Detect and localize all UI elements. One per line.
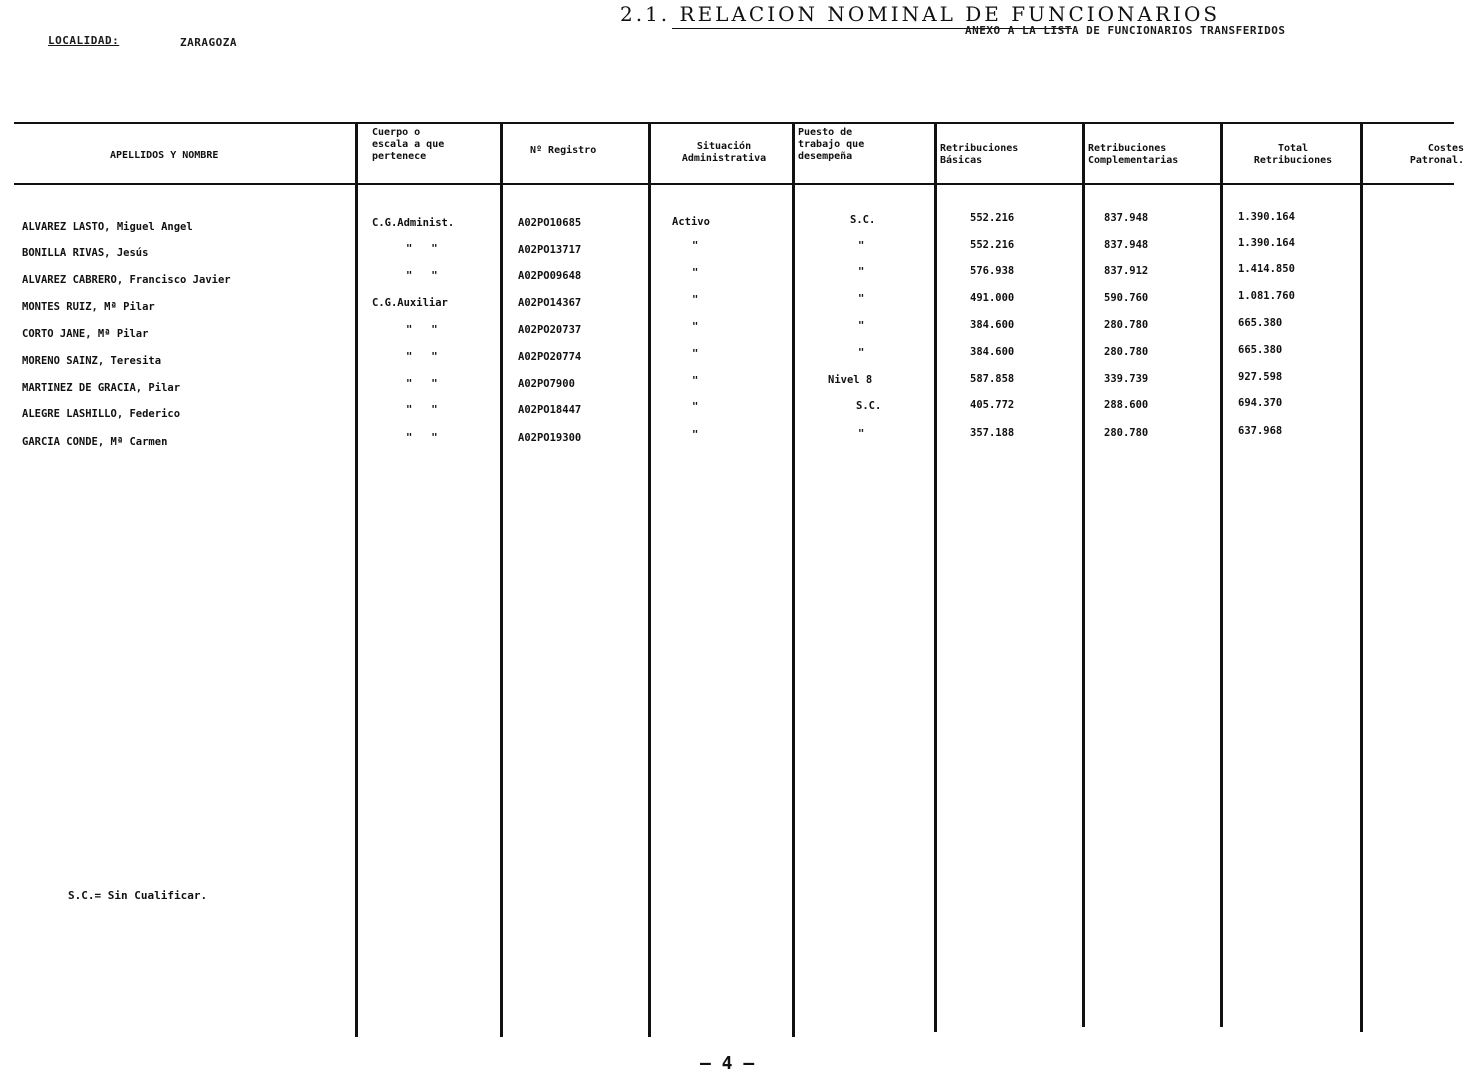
locality-label: LOCALIDAD: bbox=[48, 34, 120, 47]
cell-complementarias: 837.948 bbox=[1104, 239, 1149, 251]
cell-complementarias: 280.780 bbox=[1104, 346, 1149, 358]
column-divider bbox=[1360, 122, 1363, 1032]
document-subtitle: ANEXO A LA LISTA DE FUNCIONARIOS TRANSFERIDOS bbox=[965, 24, 1286, 37]
cell-basicas: 491.000 bbox=[970, 292, 1015, 304]
cell-total: 665.380 bbox=[1238, 317, 1283, 329]
cell-registro: A02PO20737 bbox=[518, 324, 582, 336]
cell-registro: A02PO10685 bbox=[518, 217, 582, 229]
column-divider bbox=[648, 122, 651, 1037]
cell-registro: A02PO20774 bbox=[518, 351, 582, 363]
column-header-basicas: Retribuciones Básicas bbox=[940, 143, 1019, 166]
cell-situacion: " bbox=[692, 401, 699, 413]
cell-registro: A02PO18447 bbox=[518, 404, 582, 416]
cell-registro: A02PO19300 bbox=[518, 432, 582, 444]
footnote: S.C.= Sin Cualificar. bbox=[68, 889, 208, 902]
cell-cuerpo: " " bbox=[406, 351, 438, 363]
cell-puesto: " bbox=[858, 347, 865, 359]
cell-cuerpo: C.G.Administ. bbox=[372, 217, 455, 229]
cell-puesto: " bbox=[858, 428, 865, 440]
column-header-cuerpo: Cuerpo o escala a que pertenece bbox=[372, 127, 445, 162]
cell-situacion: " bbox=[692, 375, 699, 387]
cell-name: CORTO JANE, Mª Pilar bbox=[22, 328, 149, 340]
cell-total: 1.081.760 bbox=[1238, 290, 1295, 302]
table-header-rule bbox=[14, 183, 1454, 185]
cell-situacion: " bbox=[692, 240, 699, 252]
column-header-situacion: Situación Administrativa bbox=[681, 141, 767, 164]
cell-name: MARTINEZ DE GRACIA, Pilar bbox=[22, 382, 181, 394]
cell-basicas: 384.600 bbox=[970, 319, 1015, 331]
cell-cuerpo: C.G.Auxiliar bbox=[372, 297, 448, 309]
cell-puesto: Nivel 8 bbox=[828, 374, 873, 386]
column-divider bbox=[355, 122, 358, 1037]
cell-puesto: " bbox=[858, 320, 865, 332]
cell-name: BONILLA RIVAS, Jesús bbox=[22, 247, 149, 259]
cell-situacion: " bbox=[692, 348, 699, 360]
cell-name: MORENO SAINZ, Teresita bbox=[22, 355, 162, 367]
cell-complementarias: 590.760 bbox=[1104, 292, 1149, 304]
cell-name: MONTES RUIZ, Mª Pilar bbox=[22, 301, 155, 313]
cell-puesto: S.C. bbox=[850, 214, 876, 226]
column-divider bbox=[792, 122, 795, 1037]
cell-puesto: " bbox=[858, 293, 865, 305]
cell-basicas: 587.858 bbox=[970, 373, 1015, 385]
handwritten-title: 2.1. RELACION NOMINAL DE FUNCIONARIOS bbox=[620, 2, 1221, 26]
column-header-registro: Nº Registro bbox=[530, 145, 597, 156]
cell-basicas: 552.216 bbox=[970, 239, 1015, 251]
cell-registro: A02PO09648 bbox=[518, 270, 582, 282]
cell-total: 1.390.164 bbox=[1238, 211, 1295, 223]
cell-situacion: " bbox=[692, 267, 699, 279]
cell-name: ALEGRE LASHILLO, Federico bbox=[22, 408, 181, 420]
cell-total: 927.598 bbox=[1238, 371, 1283, 383]
cell-situacion: " bbox=[692, 429, 699, 441]
cell-total: 1.390.164 bbox=[1238, 237, 1295, 249]
cell-total: 637.968 bbox=[1238, 425, 1283, 437]
cell-basicas: 576.938 bbox=[970, 265, 1015, 277]
cell-complementarias: 339.739 bbox=[1104, 373, 1149, 385]
column-divider bbox=[934, 122, 937, 1032]
cell-complementarias: 280.780 bbox=[1104, 319, 1149, 331]
cell-name: GARCIA CONDE, Mª Carmen bbox=[22, 436, 168, 448]
cell-cuerpo: " " bbox=[406, 243, 438, 255]
cell-puesto: " bbox=[858, 266, 865, 278]
cell-basicas: 384.600 bbox=[970, 346, 1015, 358]
cell-cuerpo: " " bbox=[406, 378, 438, 390]
cell-complementarias: 837.912 bbox=[1104, 265, 1149, 277]
column-header-total: Total Retribuciones bbox=[1253, 143, 1333, 166]
cell-total: 694.370 bbox=[1238, 397, 1283, 409]
cell-registro: A02PO14367 bbox=[518, 297, 582, 309]
cell-cuerpo: " " bbox=[406, 324, 438, 336]
cell-basicas: 552.216 bbox=[970, 212, 1015, 224]
cell-total: 1.414.850 bbox=[1238, 263, 1295, 275]
cell-complementarias: 288.600 bbox=[1104, 399, 1149, 411]
cell-basicas: 405.772 bbox=[970, 399, 1015, 411]
column-header-puesto: Puesto de trabajo que desempeña bbox=[798, 127, 865, 162]
cell-complementarias: 280.780 bbox=[1104, 427, 1149, 439]
table-top-rule bbox=[14, 122, 1454, 124]
cell-name: ALVAREZ CABRERO, Francisco Javier bbox=[22, 274, 231, 286]
cell-name: ALVAREZ LASTO, Miguel Angel bbox=[22, 221, 193, 233]
locality-value: ZARAGOZA bbox=[180, 36, 237, 49]
cell-registro: A02PO13717 bbox=[518, 244, 582, 256]
cell-situacion: Activo bbox=[672, 216, 710, 228]
cell-basicas: 357.188 bbox=[970, 427, 1015, 439]
column-header-name: APELLIDOS Y NOMBRE bbox=[110, 150, 219, 161]
cell-puesto: S.C. bbox=[856, 400, 882, 412]
cell-puesto: " bbox=[858, 240, 865, 252]
cell-situacion: " bbox=[692, 321, 699, 333]
page-number: — 4 — bbox=[700, 1053, 755, 1074]
column-divider bbox=[1082, 122, 1085, 1027]
cell-cuerpo: " " bbox=[406, 404, 438, 416]
cell-total: 665.380 bbox=[1238, 344, 1283, 356]
cell-situacion: " bbox=[692, 294, 699, 306]
column-divider bbox=[500, 122, 503, 1037]
column-divider bbox=[1220, 122, 1223, 1027]
column-header-complementarias: Retribuciones Complementarias bbox=[1088, 143, 1179, 166]
cell-complementarias: 837.948 bbox=[1104, 212, 1149, 224]
cell-registro: A02PO7900 bbox=[518, 378, 575, 390]
cell-cuerpo: " " bbox=[406, 270, 438, 282]
column-header-costes: Costes Patronal. bbox=[1409, 143, 1464, 166]
cell-cuerpo: " " bbox=[406, 432, 438, 444]
